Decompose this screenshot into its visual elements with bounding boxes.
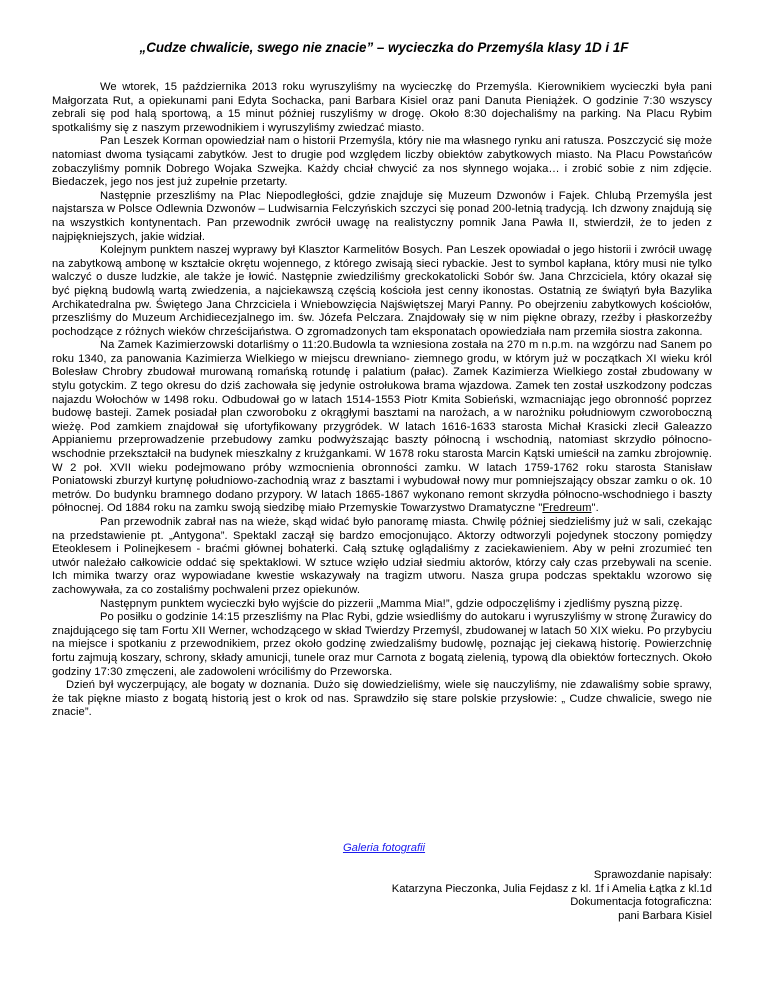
- signature-photos-heading: Dokumentacja fotograficzna:: [570, 896, 712, 909]
- paragraph-bell-museum: Następnie przeszliśmy na Plac Niepodległości, gdzie znajduje się Muzeum Dzwonów i Fajek. Chlubą Przemyśla jest najstarsza w Polsce Odlewnia Dzwonów – Ludwisarnia Felczyńskich szczyci się ponad 200-letnią tradycją. Ich dzwony znajdują się na wszystkich kontynentach. Pan przewodnik zwrócił uwagę na realistyczny pomnik Jana Pawła II, stwierdził, że to jeden z najpiękniejszych, jakie widział.: [52, 189, 712, 243]
- report-body: [52, 81, 712, 720]
- signature-authors: Katarzyna Pieczonka, Julia Fejdasz z kl. 1f i Amelia Łątka z kl.1d: [391, 882, 712, 895]
- castle-text-end: ".: [591, 502, 599, 515]
- signature-authors-heading: Sprawozdanie napisały:: [593, 869, 712, 881]
- paragraph-theatre: Pan przewodnik zabrał nas na wieże, skąd widać było panoramę miasta. Chwilę później siedzieliśmy już w sali, czekając na przedstawienie pt. „Antygona”. Spektakl zaczął się bardzo emocjonująco. Aktorzy odtworzyli pojedynek stoczony pomiędzy Eteoklesem i Polinejkesem - braćmi głównej bohaterki. Całą sztukę oglądaliśmy z zaciekawieniem. Aby w pełni zrozumieć ten utwór należało całkowicie oddać się spektaklowi. W sztuce wzięło udział siedmiu aktorów, którzy cały czas przebywali na scenie. Ich mimika twarzy oraz wypowiadane kwestie wskazywały na tragizm utworu. Nasza grupa podczas spektaklu wzorowo się zachowywała, za co zostaliśmy pochwaleni przez opiekunów.: [52, 516, 712, 596]
- paragraph-churches: Kolejnym punktem naszej wyprawy był Klasztor Karmelitów Bosych. Pan Leszek opowiadał o jego historii i zwrócił uwagę na zabytkową ambonę w kształcie okrętu wojennego, z którego zwisają sieci rybackie. Jest to symbol kapłana, który musi nie tylko walczyć o dusze ludzkie, ale także je łowić. Następnie zwiedziliśmy greckokatolicki Sobór św. Jana Chrzciciela, który okazał się być piękną budowlą wartą zwiedzenia, a najciekawszą częścią kościoła jest cenny ikonostas. Ostatnią ze świątyń była Bazylika Archikatedralna pw. Świętego Jana Chrzciciela i Wniebowzięcia Najświętszej Maryi Panny. Po obejrzeniu zabytkowych kościołów, przeszliśmy do Muzeum Archidiecezjalnego im. św. Józefa Pelczara. Znajdowały się w nim piękne obrazy, rzeźby i płaskorzeźby pochodzące z różnych wieków chrześcijaństwa. O zgromadzonych tam eksponatach opowiedziała nam przemiła siostra zakonna.: [52, 244, 712, 338]
- castle-text: Na Zamek Kazimierzowski dotarliśmy o 11:20.Budowla ta wzniesiona została na 270 m n.p.m. na wzgórzu nad Sanem po roku 1340, za panowania Kazimierza Wielkiego w miejscu drewniano- ziemnego grodu, w którym już w początkach XI wieku król Bolesław Chrobry zbudował murowaną romańską rotundę i palatium (pałac). Zamek Kazimierza Wielkiego został zbudowany w stylu gotyckim. Z tego okresu do dziś zachowała się jedynie ostrołukowa brama wjazdowa. Zamek ten został uszkodzony podczas najazdu Wołochów w 1498 roku. Odbudował go w latach 1514-1553 Piotr Kmita Sobieński, wzmacniając jego obronność poprzez budowę basteji. Zamek posiadał plan czworoboku z okrągłymi basztami na narożach, a w narożniku południowym czworoboczną wieżę. Pod zamkiem znajdował się ufortyfikowany przygródek. W latach 1616-1633 starosta Michał Krasicki zlecił Galeazzo Appianiemu przeprowadzenie przebudowy zamku podwyższając baszty północną i wschodnią, natomiast skrzydło północno-wschodnie przekształcił na budynek mieszkalny z krużgankami. W 1678 roku starosta Marcin Kątski umieścił na zamku zbrojownię. W 2 poł. XVII wieku podejmowano próby wzmocnienia obronności zamku. W latach 1759-1762 roku starosta Stanisław Poniatowski zburzył kurtynę południowo-zachodnią wraz z basztami i wybudował nowy mur pomniejszający obszar zamku o ok. 10 metrów. Do budynku bramnego dodano przypory. W latach 1865-1867 wykonano remont skrzydła północno-wschodniego i baszty północnej. Od 1884 roku na zamku swoją siedzibę miało Przemyskie Towarzystwo Dramatyczne ": [52, 339, 712, 515]
- paragraph-fort: Po posiłku o godzinie 14:15 przeszliśmy na Plac Rybi, gdzie wsiedliśmy do autokaru i wyruszyliśmy w stronę Żurawicy do znajdującego się tam Fortu XII Werner, wchodzącego w skład Twierdzy Przemyśl, zbudowanej w latach 50 XIX wieku. Po przybyciu na miejsce i spotkaniu z przewodnikiem, przez około godzinę zwiedzaliśmy budowlę, poznając jej ciekawą historię. Powierzchnię fortu zajmują koszary, schrony, składy amunicji, tunele oraz mur Carnota z bogatą zielenią, typową dla obiektów fortecznych. Około godziny 17:30 zmęczeni, ale zadowoleni wróciliśmy do Przeworska.: [52, 611, 712, 678]
- paragraph-city-history: Pan Leszek Korman opowiedział nam o historii Przemyśla, który nie ma własnego rynku ani ratusza. Poszczycić się może natomiast dwoma tysiącami zabytków. Jest to drugie pod względem liczby obiektów zabytkowych miasto. Na Placu Powstańców zobaczyliśmy pomnik Dobrego Wojaka Szwejka. Każdy chciał chwycić za nos słynnego wojaka… i zrobić sobie z nim zdjęcie. Biedaczek, jego nos jest już zupełnie przetarty.: [52, 135, 712, 189]
- paragraph-summary: Dzień był wyczerpujący, ale bogaty w doznania. Dużo się dowiedzieliśmy, wiele się nauczyliśmy, nie zdawaliśmy sobie sprawy, że tak piękne miasto z bogatą historią jest o krok od nas. Sprawdziło się stare polskie przysłowie: „ Cudze chwalicie, swego nie znacie”.: [52, 679, 712, 719]
- paragraph-departure: We wtorek, 15 października 2013 roku wyruszyliśmy na wycieczkę do Przemyśla. Kierownikiem wycieczki była pani Małgorzata Rut, a opiekunami pani Edyta Sochacka, pani Barbara Kisiel oraz pani Danuta Pieniążek. O godzinie 7:30 wszyscy zebrali się pod halą sportową, a 15 minut później ruszyliśmy w drogę. Około 8:30 dojechaliśmy na parking. Na Placu Rybim spotkaliśmy się z naszym przewodnikiem i wyruszyliśmy zwiedzać miasto.: [52, 81, 712, 134]
- paragraph-pizzeria: Następnym punktem wycieczki było wyjście do pizzerii „Mamma Mia!”, gdzie odpoczęliśmy i zjedliśmy pyszną pizzę.: [100, 597, 683, 610]
- paragraph-castle: [52, 339, 712, 516]
- signature-photographer: pani Barbara Kisiel: [618, 910, 712, 923]
- photo-gallery-link[interactable]: Galeria fotografii: [342, 842, 426, 854]
- report-signature: [392, 869, 712, 924]
- fredreum-link[interactable]: Fredreum: [542, 502, 592, 515]
- document-title: „Cudze chwalicie, swego nie znacie” – wycieczka do Przemyśla klasy 1D i 1F: [139, 40, 629, 55]
